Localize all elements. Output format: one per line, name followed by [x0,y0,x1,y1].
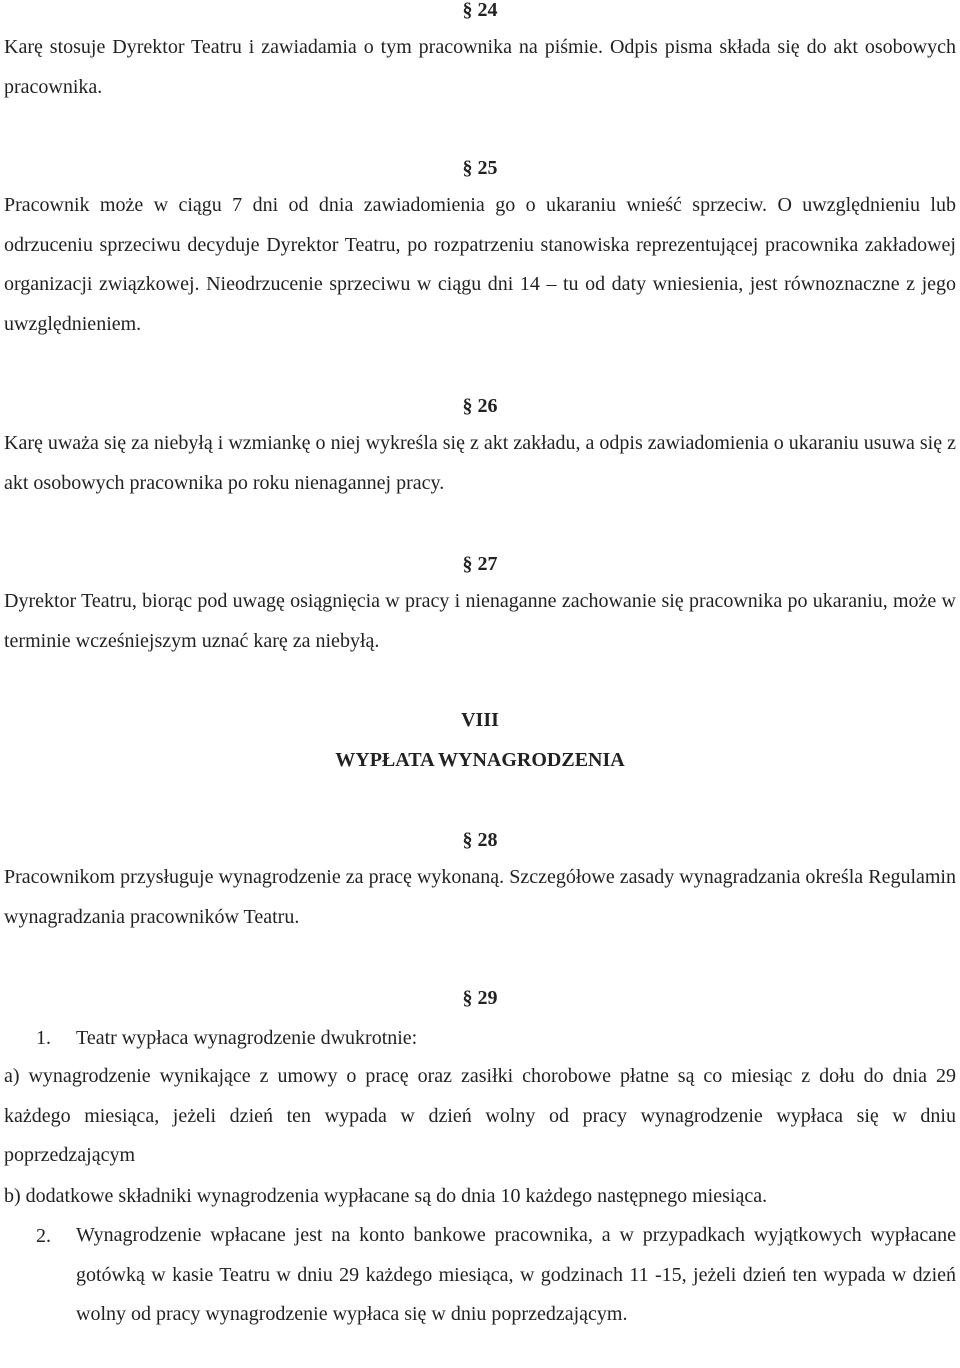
section-24-heading: § 24 [462,0,498,21]
section-27-paragraph: Dyrektor Teatru, biorąc pod uwagę osiągnięcia w pracy i nienaganne zachowanie się pracownika po ukaraniu, może w terminie wcześniejszym uznać karę za niebyłą. [4,590,956,652]
section-28-paragraph: Pracownikom przysługuje wynagrodzenie za pracę wykonaną. Szczegółowe zasady wynagradzania określa Regulamin wynagradzania pracowników Teatru. [4,866,956,928]
chapter-number: VIII [461,709,499,731]
section-26-paragraph: Karę uważa się za niebyłą i wzmiankę o niej wykreśla się z akt zakładu, a odpis zawiadomienia o ukaraniu usuwa się z akt osobowych pracownika po roku nienagannej pracy. [4,432,956,494]
section-24-paragraph: Karę stosuje Dyrektor Teatru i zawiadamia o tym pracownika na piśmie. Odpis pisma składa się do akt osobowych pracownika. [4,36,956,98]
section-27-heading: § 27 [462,553,498,575]
section-28-heading: § 28 [462,829,498,851]
section-29-heading: § 29 [462,987,498,1009]
chapter-title: WYPŁATA WYNAGRODZENIA [335,749,625,771]
section-26-heading: § 26 [462,395,498,417]
section-29-item-2-text: Wynagrodzenie wpłacane jest na konto bankowe pracownika, a w przypadkach wyjątkowych wypłacane gotówką w kasie Teatru w dniu 29 każdego miesiąca, w godzinach 11 -15, jeżeli dzień ten wypada w dzień wolny od pracy wynagrodzenie wypłaca się w dniu poprzedzającym. [76,1224,956,1325]
section-29-item-1-a: a) wynagrodzenie wynikające z umowy o pracę oraz zasiłki chorobowe płatne są co miesiąc z dołu do dnia 29 każdego miesiąca, jeżeli dzień ten wypada w dzień wolny od pracy wynagrodzenie wypłaca się w dniu poprzedzającym [4,1065,956,1166]
section-29-item-1-number: 1. [36,1027,51,1049]
section-25-heading: § 25 [462,157,498,179]
section-25-paragraph: Pracownik może w ciągu 7 dni od dnia zawiadomienia go o ukaraniu wnieść sprzeciw. O uwzględnieniu lub odrzuceniu sprzeciwu decyduje Dyrektor Teatru, po rozpatrzeniu stanowiska reprezentującej pracownika zakładowej organizacji związkowej. Nieodrzucenie sprzeciwu w ciągu dni 14 – tu od daty wniesienia, jest równoznaczne z jego uwzględnieniem. [4,194,956,335]
section-29-item-1-b: b) dodatkowe składniki wynagrodzenia wypłacane są do dnia 10 każdego następnego miesiąca. [4,1185,768,1207]
section-29-item-2-number: 2. [36,1225,51,1247]
section-29-item-1-text: Teatr wypłaca wynagrodzenie dwukrotnie: [76,1027,418,1049]
